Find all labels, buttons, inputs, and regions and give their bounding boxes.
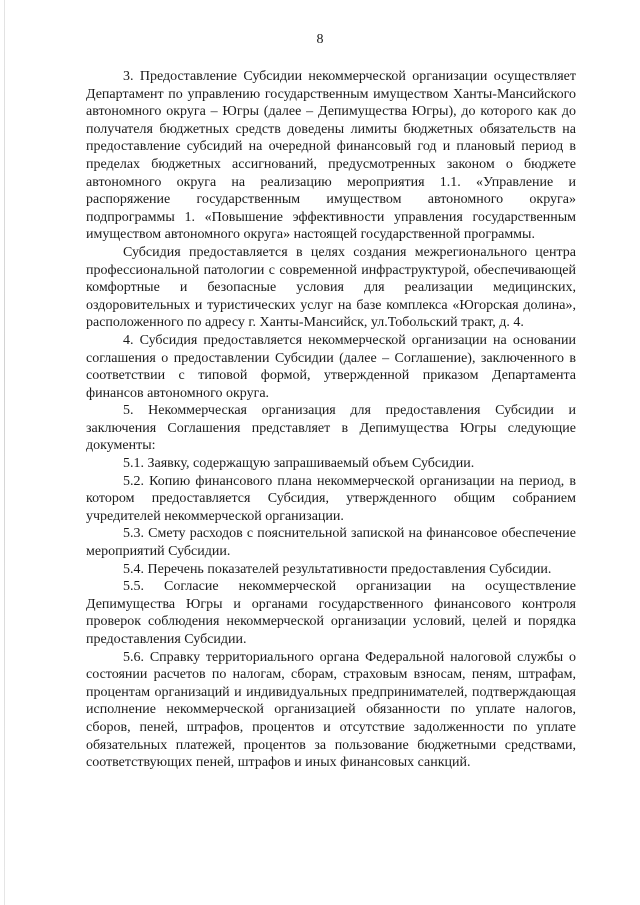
paragraph-subsidy-purpose: Субсидия предоставляется в целях создания межрегионального центра профессиональной патологии с современной инфраструктурой, обеспечивающей комфортные и безопасные условия для реализации медицинских, оздоровительных и туристических услуг на базе комплекса «Югорская долина», расположенного по адресу г. Ханты-Мансийск, ул.Тобольский тракт, д. 4. (86, 244, 576, 331)
paragraph-5: 5. Некоммерческая организация для предоставления Субсидии и заключения Соглашения представляет в Депимущества Югры следующие документы: (86, 403, 576, 454)
paragraph-3: 3. Предоставление Субсидии некоммерческой организации осуществляет Департамент по управлению государственным имуществом Ханты-Мансийского автономного округа – Югры (далее – Депимущества Югры), до которого как до получателя бюджетных средств доведены лимиты бюджетных обязательств на предоставление субсидий на очередной финансовый год и плановый период в пределах бюджетных ассигнований, предусмотренных законом о бюджете автономного округа на реализацию мероприятия 1.1. «Управление и распоряжение государственным имуществом автономного округа» подпрограммы 1. «Повышение эффективности управления государственным имуществом автономного округа» настоящей государственной программы. (86, 69, 576, 243)
paragraph-5-1: 5.1. Заявку, содержащую запрашиваемый объем Субсидии. (123, 456, 475, 472)
paragraph-4: 4. Субсидия предоставляется некоммерческой организации на основании соглашения о предоставлении Субсидии (далее – Соглашение), заключенного в соответствии с типовой формой, утвержденной приказом Департамента финансов автономного округа. (86, 332, 576, 401)
page-number: 8 (316, 32, 324, 47)
document-body (86, 68, 576, 772)
paragraph-5-2: 5.2. Копию финансового плана некоммерческой организации на период, в котором предоставляется Субсидия, утвержденного общим собранием учредителей некоммерческой организации. (86, 473, 576, 524)
scan-edge-line (4, 0, 5, 905)
paragraph-5-6: 5.6. Справку территориального органа Федеральной налоговой службы о состоянии расчетов по налогам, сборам, страховым взносам, пеням, штрафам, процентам организаций и индивидуальных предпринимателей, подтверждающая исполнение некоммерческой организацией обязанности по уплате налогов, сборов, пеней, штрафов, процентов и отсутствие задолженности по уплате обязательных платежей, процентов за пользование бюджетными средствами, соответствующих пеней, штрафов и иных финансовых санкций. (86, 649, 576, 771)
paragraph-5-5: 5.5. Согласие некоммерческой организации на осуществление Депимущества Югры и органами государственного финансового контроля проверок соблюдения некоммерческой организации условий, целей и порядка предоставления Субсидии. (86, 579, 576, 647)
paragraph-5-3: 5.3. Смету расходов с пояснительной запиской на финансовое обеспечение мероприятий Субсидии. (86, 526, 576, 560)
paragraph-5-4: 5.4. Перечень показателей результативности предоставления Субсидии. (123, 561, 552, 577)
